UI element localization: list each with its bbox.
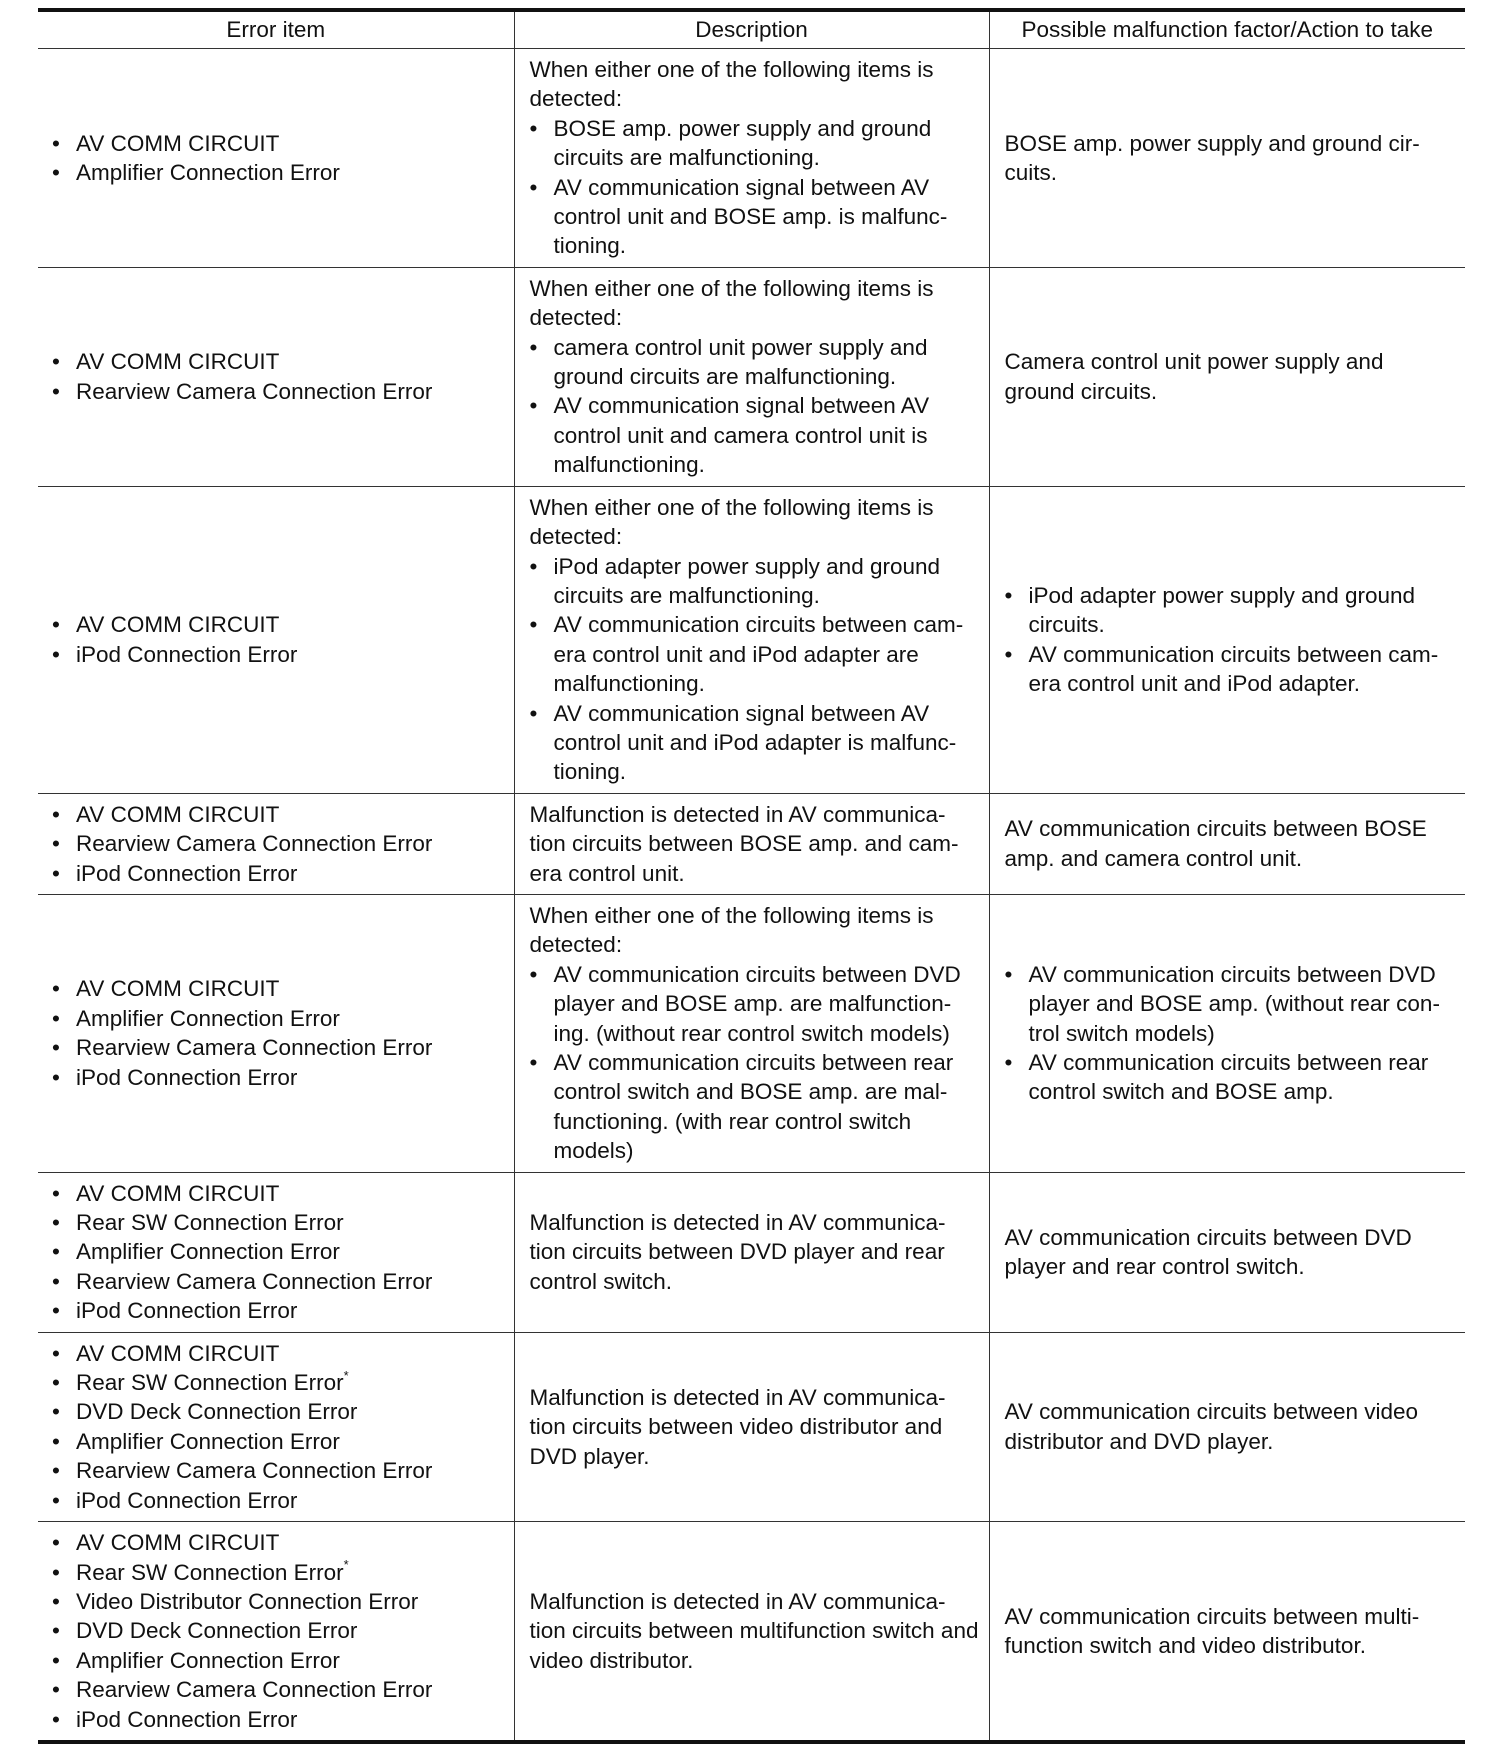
action-list — [1005, 581, 1456, 699]
action-cell — [989, 49, 1465, 268]
error-item: • Amplifier Connection Error — [52, 158, 504, 187]
error-item: • Rear SW Connection Error — [52, 1208, 504, 1237]
error-item: • Amplifier Connection Error — [52, 1427, 504, 1456]
description-item: • iPod adapter power supply and ground circuits are malfunctioning. — [530, 552, 979, 611]
description-text: Malfunction is detected in AV communica-tion circuits between multifunction switch and video distributor. — [529, 1588, 979, 1673]
error-item: • Video Distributor Connection Error — [52, 1587, 504, 1616]
table-row — [38, 49, 1465, 268]
action-text: AV communication circuits between DVD player and rear control switch. — [1004, 1224, 1412, 1280]
error-item: • Rearview Camera Connection Error — [52, 1456, 504, 1485]
action-item: • AV communication circuits between rear control switch and BOSE amp. — [1005, 1048, 1456, 1107]
action-text: Camera control unit power supply and ground circuits. — [1004, 349, 1384, 404]
error-item: • Amplifier Connection Error — [52, 1237, 504, 1266]
header-row — [38, 10, 1465, 49]
error-item: • AV COMM CIRCUIT — [52, 1339, 504, 1368]
description-list — [530, 333, 979, 480]
header-description: Description — [514, 10, 989, 49]
description-text: When either one of the following items is detected: — [529, 275, 934, 331]
error-item: • iPod Connection Error — [52, 1063, 504, 1092]
error-item: • AV COMM CIRCUIT — [52, 347, 504, 376]
error-item: • Rearview Camera Connection Error — [52, 1033, 504, 1062]
error-item: • iPod Connection Error — [52, 1705, 504, 1734]
description-item: • AV communication signal between AV control unit and iPod adapter is malfunc-tioning. — [530, 699, 979, 787]
description-list — [530, 960, 979, 1166]
error-item-list — [52, 974, 504, 1092]
description-item: • AV communication signal between AV control unit and camera control unit is malfunctioning. — [530, 391, 979, 479]
description-cell — [514, 793, 989, 894]
description-cell — [514, 49, 989, 268]
description-cell — [514, 894, 989, 1172]
footnote-marker: * — [343, 1557, 349, 1572]
error-item: • DVD Deck Connection Error — [52, 1616, 504, 1645]
error-item: • Rearview Camera Connection Error — [52, 1675, 504, 1704]
error-item: • Rear SW Connection Error* — [52, 1558, 504, 1587]
description-cell — [514, 1172, 989, 1332]
error-item: • iPod Connection Error — [52, 1296, 504, 1325]
action-text: AV communication circuits between BOSE amp. and camera control unit. — [1004, 816, 1427, 871]
action-cell — [989, 1172, 1465, 1332]
table-row — [38, 793, 1465, 894]
error-item-cell — [38, 1172, 514, 1332]
error-item: • AV COMM CIRCUIT — [52, 129, 504, 158]
error-item: • AV COMM CIRCUIT — [52, 1528, 504, 1557]
error-item: • iPod Connection Error — [52, 859, 504, 888]
error-item-cell — [38, 894, 514, 1172]
description-text: When either one of the following items is detected: — [529, 494, 934, 550]
error-item: • AV COMM CIRCUIT — [52, 974, 504, 1003]
error-item: • Rearview Camera Connection Error — [52, 377, 504, 406]
error-item-cell — [38, 267, 514, 486]
error-item: • iPod Connection Error — [52, 1486, 504, 1515]
description-cell — [514, 1332, 989, 1521]
table-row — [38, 894, 1465, 1172]
description-item: • AV communication circuits between rear control switch and BOSE amp. are mal-functioning. (with rear control switch models) — [530, 1048, 979, 1166]
description-item: • BOSE amp. power supply and ground circuits are malfunctioning. — [530, 114, 979, 173]
error-item: • Amplifier Connection Error — [52, 1646, 504, 1675]
error-item-list — [52, 129, 504, 188]
error-item: • Rear SW Connection Error* — [52, 1368, 504, 1397]
error-item-list — [52, 347, 504, 406]
error-item-list — [52, 1179, 504, 1326]
description-text: When either one of the following items is detected: — [529, 902, 934, 958]
description-item: • AV communication circuits between cam-era control unit and iPod adapter are malfunctioning. — [530, 610, 979, 698]
header-action: Possible malfunction factor/Action to take — [989, 10, 1465, 49]
error-item: • iPod Connection Error — [52, 640, 504, 669]
action-cell — [989, 267, 1465, 486]
action-item: • iPod adapter power supply and ground circuits. — [1005, 581, 1456, 640]
error-item-cell — [38, 49, 514, 268]
error-item: • Rearview Camera Connection Error — [52, 829, 504, 858]
action-cell — [989, 1522, 1465, 1742]
description-item: • AV communication circuits between DVD player and BOSE amp. are malfunction-ing. (without rear control switch models) — [530, 960, 979, 1048]
description-text: When either one of the following items is detected: — [529, 57, 934, 112]
table-row — [38, 1522, 1465, 1742]
table-body — [38, 49, 1465, 1742]
table-header — [38, 10, 1465, 49]
error-item-cell — [38, 1332, 514, 1521]
action-text: AV communication circuits between multi-function switch and video distributor. — [1004, 1603, 1420, 1659]
error-item-list — [52, 1339, 504, 1515]
error-item-list — [52, 1528, 504, 1734]
action-list — [1005, 960, 1456, 1107]
error-item-list — [52, 610, 504, 669]
action-cell — [989, 1332, 1465, 1521]
error-item-cell — [38, 486, 514, 793]
action-cell — [989, 793, 1465, 894]
error-item-cell — [38, 793, 514, 894]
table-row — [38, 1172, 1465, 1332]
action-item: • AV communication circuits between cam-era control unit and iPod adapter. — [1005, 640, 1456, 699]
error-item: • Amplifier Connection Error — [52, 1004, 504, 1033]
description-list — [530, 552, 979, 787]
table-row — [38, 1332, 1465, 1521]
footnote-marker: * — [343, 1367, 349, 1383]
action-text: AV communication circuits between video distributor and DVD player. — [1004, 1399, 1419, 1454]
error-item: • DVD Deck Connection Error — [52, 1397, 504, 1426]
action-item: • AV communication circuits between DVD player and BOSE amp. (without rear con-trol switch models) — [1005, 960, 1456, 1048]
action-text: BOSE amp. power supply and ground cir-cuits. — [1004, 130, 1420, 185]
description-cell — [514, 486, 989, 793]
table-row — [38, 267, 1465, 486]
description-text: Malfunction is detected in AV communica-tion circuits between DVD player and rear control switch. — [529, 1210, 946, 1294]
table-row — [38, 486, 1465, 793]
error-item-cell — [38, 1522, 514, 1742]
description-cell — [514, 1522, 989, 1742]
description-cell — [514, 267, 989, 486]
error-item-list — [52, 800, 504, 888]
error-item: • AV COMM CIRCUIT — [52, 610, 504, 639]
description-text: Malfunction is detected in AV communica-tion circuits between BOSE amp. and cam-era control unit. — [529, 801, 959, 886]
description-item: • camera control unit power supply and ground circuits are malfunctioning. — [530, 333, 979, 392]
error-item: • Rearview Camera Connection Error — [52, 1267, 504, 1296]
error-item: • AV COMM CIRCUIT — [52, 800, 504, 829]
description-list — [530, 114, 979, 261]
error-table — [38, 8, 1465, 1744]
action-cell — [989, 894, 1465, 1172]
error-item: • AV COMM CIRCUIT — [52, 1179, 504, 1208]
header-error-item: Error item — [38, 10, 514, 49]
description-text: Malfunction is detected in AV communica-tion circuits between video distributor and DVD player. — [529, 1384, 946, 1469]
action-cell — [989, 486, 1465, 793]
description-item: • AV communication signal between AV control unit and BOSE amp. is malfunc-tioning. — [530, 173, 979, 261]
